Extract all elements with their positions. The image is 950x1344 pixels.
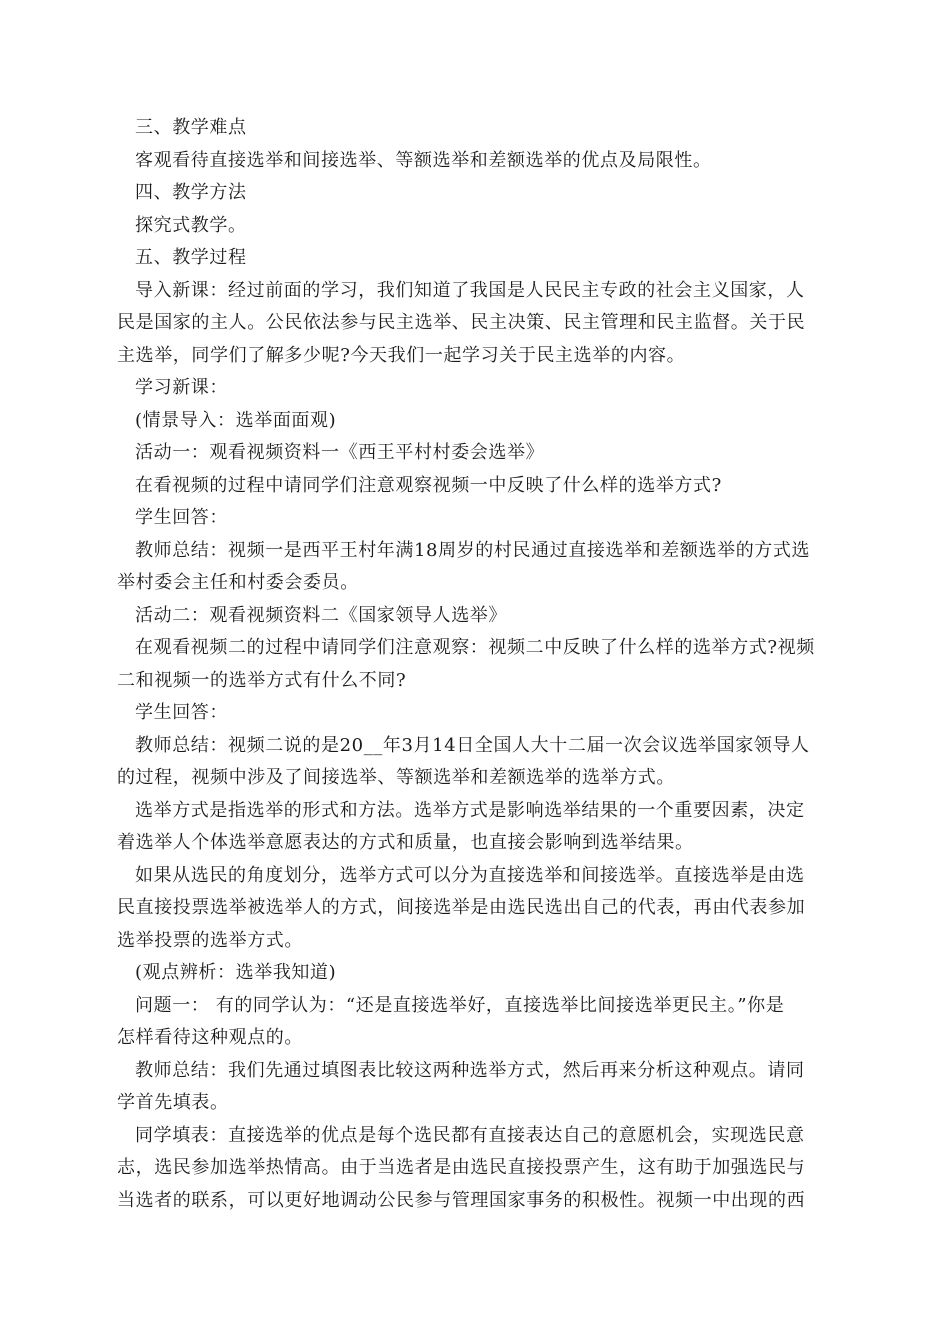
text-line: 怎样看待这种观点的。 [117, 1027, 303, 1048]
text-line: 志，选民参加选举热情高。由于当选者是由选民直接投票产生，这有助于加强选民与 [117, 1157, 806, 1178]
text-line: 民直接投票选举被选举人的方式，间接选举是由选民选出自己的代表，再由代表参加 [117, 897, 806, 918]
text-line: 在观看视频二的过程中请同学们注意观察：视频二中反映了什么样的选举方式?视频 [135, 637, 815, 658]
text-line: 民是国家的主人。公民依法参与民主选举、民主决策、民主管理和民主监督。关于民 [117, 312, 806, 333]
text-line: 同学填表：直接选举的优点是每个选民都有直接表达自己的意愿机会，实现选民意 [135, 1124, 805, 1146]
text-line: 活动一：观看视频资料一《西王平村村委会选举》 [135, 442, 545, 463]
text-line: 四、教学方法 [135, 182, 247, 203]
text-line: 教师总结：视频二说的是20__年3月14日全国人大十二届一次会议选举国家领导人 [135, 734, 810, 756]
text-line: 的过程，视频中涉及了间接选举、等额选举和差额选举的选举方式。 [117, 767, 675, 788]
text-line: 学生回答： [135, 702, 228, 723]
body-text [117, 112, 833, 1217]
text-line: 探究式教学。 [135, 214, 247, 236]
text-line: 在看视频的过程中请同学们注意观察视频一中反映了什么样的选举方式? [135, 474, 722, 496]
text-line: 学生回答： [135, 507, 228, 528]
text-line: 五、教学过程 [135, 247, 247, 268]
text-line: 主选举，同学们了解多少呢?今天我们一起学习关于民主选举的内容。 [117, 344, 686, 366]
text-line: 二和视频一的选举方式有什么不同? [117, 669, 407, 691]
text-line: 如果从选民的角度划分，选举方式可以分为直接选举和间接选举。直接选举是由选 [135, 864, 805, 886]
text-line: 学首先填表。 [117, 1092, 229, 1113]
text-line: 着选举人个体选举意愿表达的方式和质量，也直接会影响到选举结果。 [117, 832, 694, 853]
text-line: 客观看待直接选举和间接选举、等额选举和差额选举的优点及局限性。 [135, 149, 712, 171]
text-line: 三、教学难点 [135, 117, 247, 138]
text-line: 问题一： 有的同学认为：“还是直接选举好，直接选举比间接选举更民主。”你是 [135, 994, 785, 1016]
text-line: 举村委会主任和村委会委员。 [117, 572, 359, 593]
text-line: 导入新课：经过前面的学习，我们知道了我国是人民民主专政的社会主义国家，人 [135, 279, 805, 301]
text-line: 当选者的联系，可以更好地调动公民参与管理国家事务的积极性。视频一中出现的西 [117, 1189, 806, 1211]
text-line: 选举投票的选举方式。 [117, 929, 303, 951]
text-line: 选举方式是指选举的形式和方法。选举方式是影响选举结果的一个重要因素，决定 [135, 799, 805, 821]
text-line: 教师总结：视频一是西平王村年满18周岁的村民通过直接选举和差额选举的方式选 [135, 539, 811, 561]
text-line: 活动二：观看视频资料二《国家领导人选举》 [135, 604, 507, 626]
text-line: 教师总结：我们先通过填图表比较这两种选举方式，然后再来分析这种观点。请同 [135, 1059, 805, 1081]
text-line: (观点辨析：选举我知道) [135, 962, 337, 983]
text-line: 学习新课： [135, 377, 228, 398]
text-line: (情景导入：选举面面观) [135, 409, 337, 431]
